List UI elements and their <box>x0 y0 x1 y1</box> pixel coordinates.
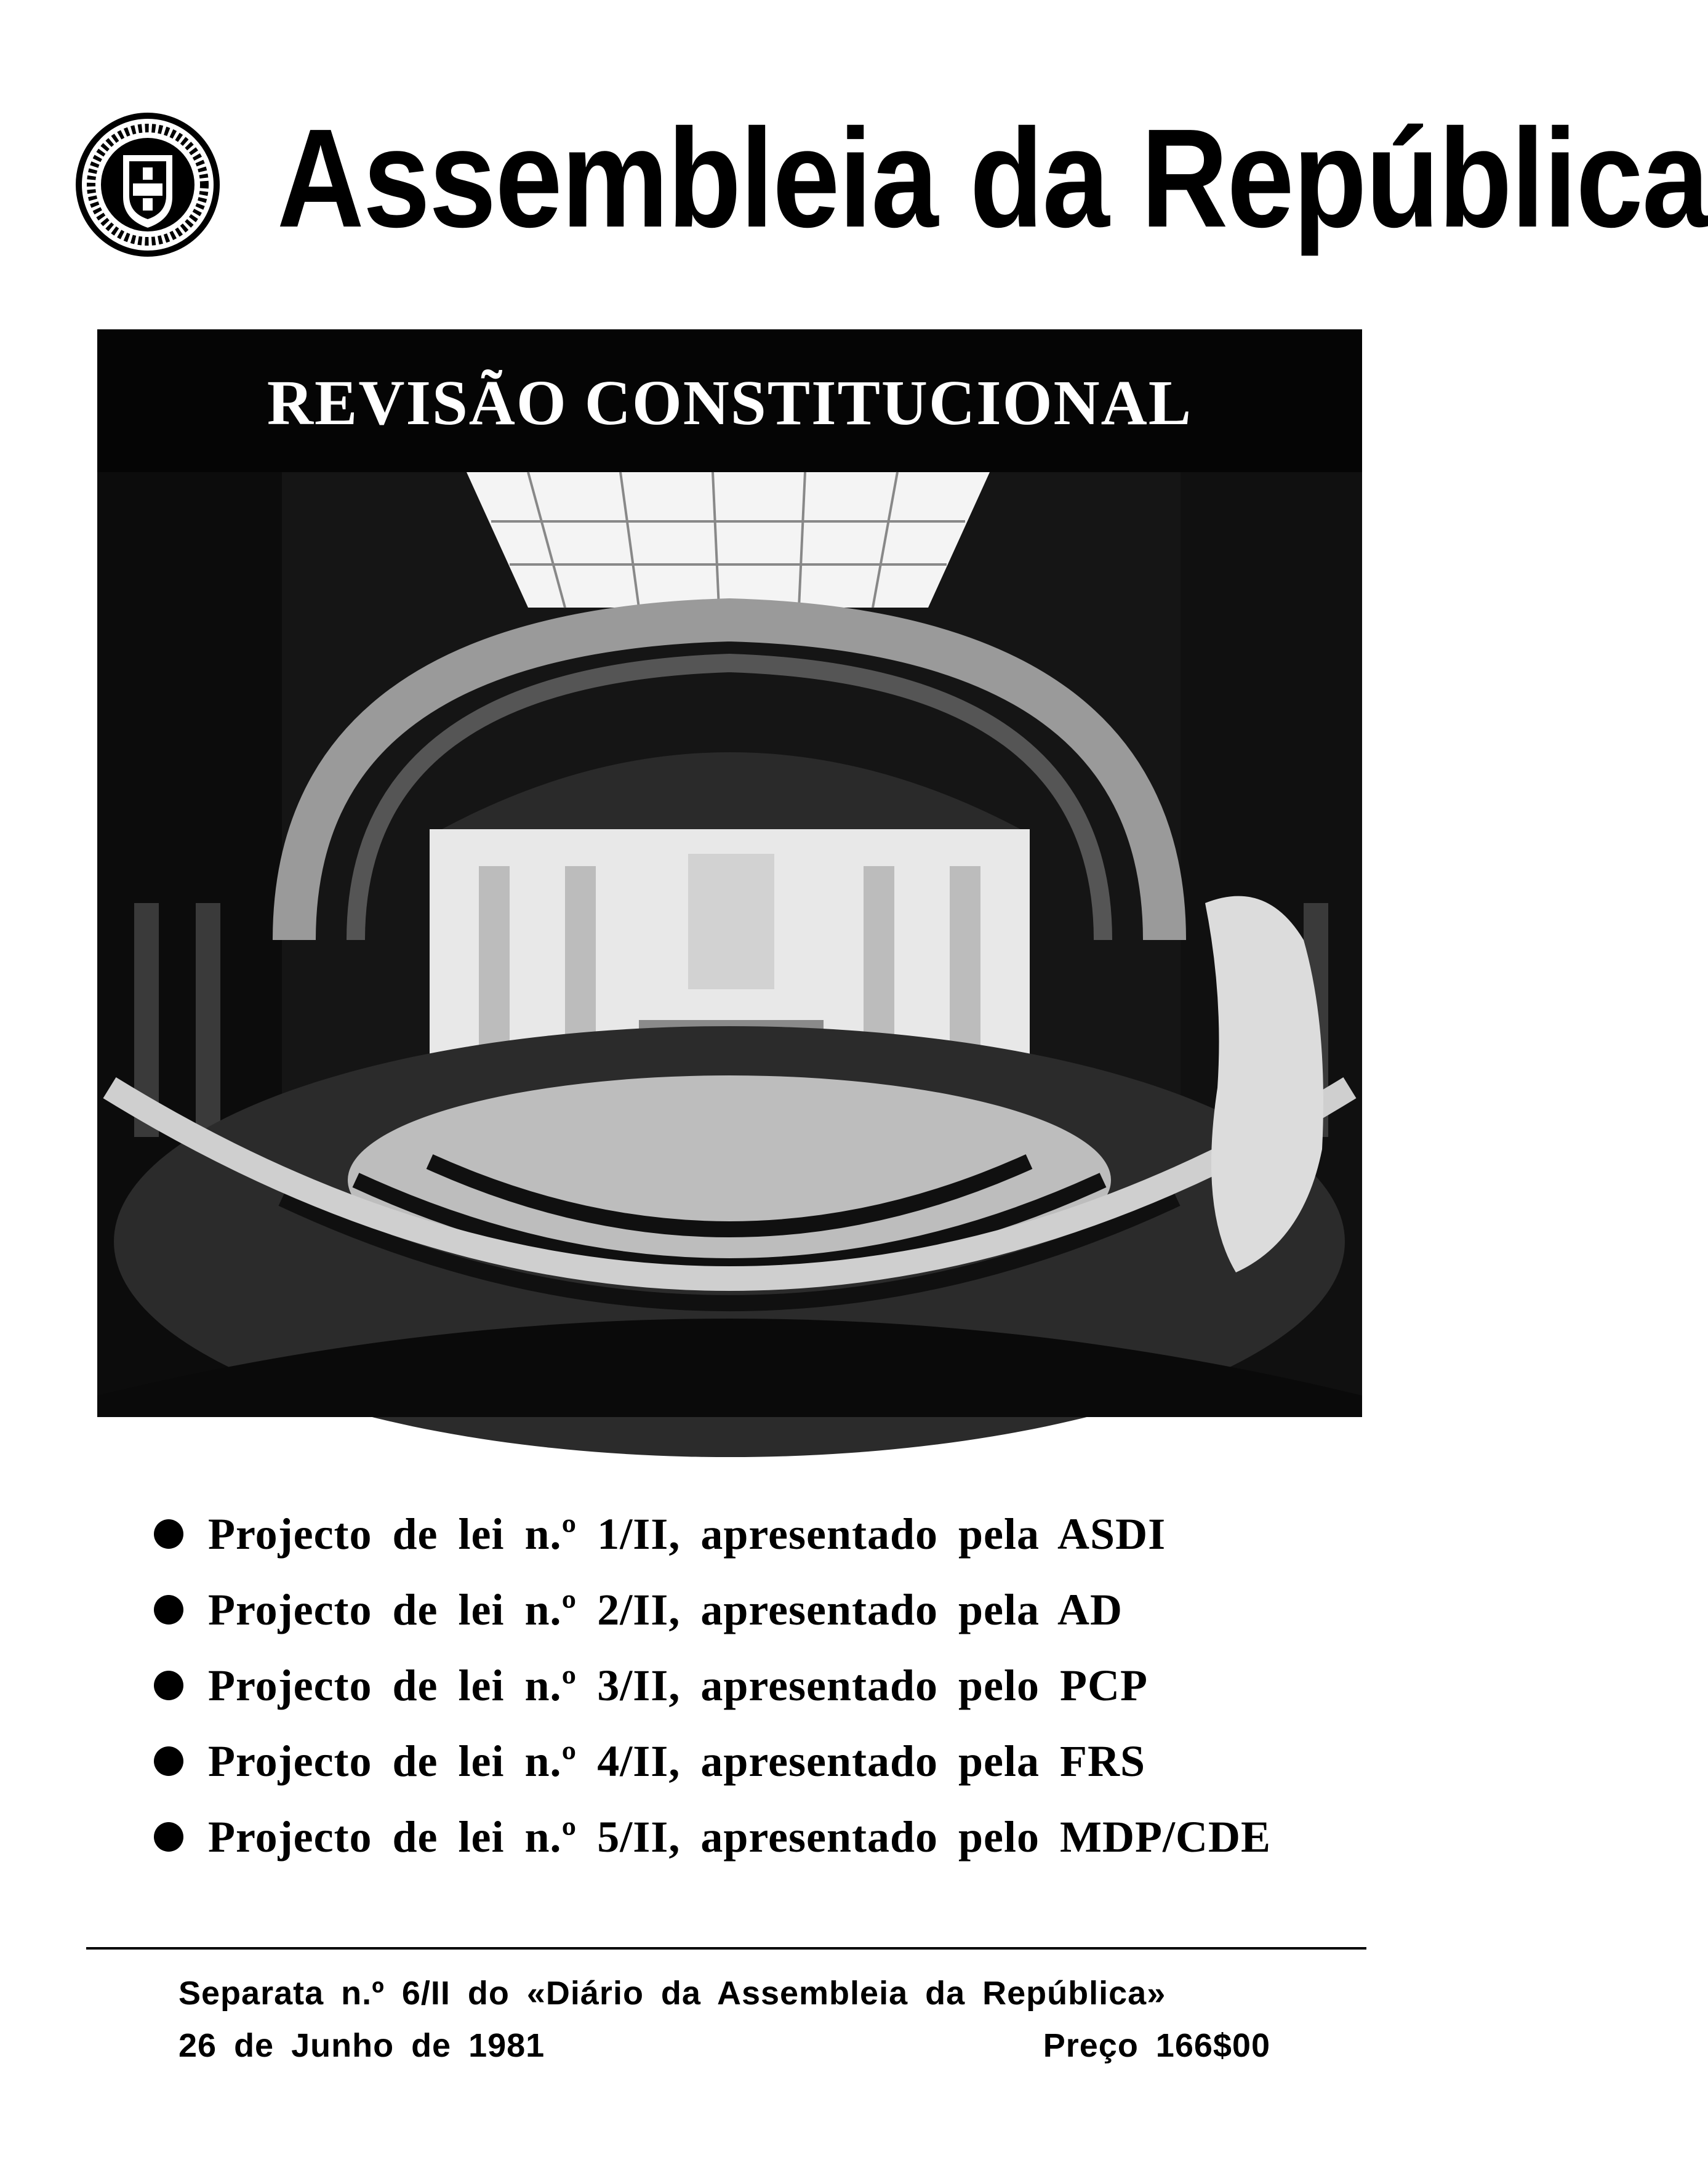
list-item <box>154 1723 1385 1799</box>
bill-text: Projecto de lei n.º 3/II, apresentado pelo PCP <box>208 1660 1148 1710</box>
bills-list <box>154 1496 1385 1874</box>
price: Preço 166$00 <box>1043 2027 1270 2064</box>
list-item <box>154 1647 1385 1723</box>
bill-text: Projecto de lei n.º 1/II, apresentado pela ASDI <box>208 1509 1166 1559</box>
footer-divider <box>86 1947 1366 1950</box>
bullet-icon <box>154 1671 183 1700</box>
publication-info: Separata n.º 6/II do «Diário da Assembleia da República» <box>178 1975 1166 2012</box>
list-item <box>154 1572 1385 1647</box>
bullet-icon <box>154 1519 183 1549</box>
publication-date: 26 de Junho de 1981 <box>178 2027 545 2064</box>
list-item <box>154 1496 1385 1572</box>
list-item <box>154 1799 1385 1874</box>
banner-title: REVISÃO CONSTITUCIONAL <box>267 368 1193 438</box>
banner <box>97 329 1362 472</box>
bullet-icon <box>154 1822 183 1852</box>
bill-text: Projecto de lei n.º 5/II, apresentado pelo MDP/CDE <box>208 1812 1271 1862</box>
masthead-title: Assembleia da República <box>277 100 1708 257</box>
bullet-icon <box>154 1746 183 1776</box>
coat-of-arms-icon <box>74 111 222 259</box>
bill-text: Projecto de lei n.º 4/II, apresentado pela FRS <box>208 1736 1146 1786</box>
bullet-icon <box>154 1595 183 1625</box>
chamber-photo <box>97 472 1362 1417</box>
bill-text: Projecto de lei n.º 2/II, apresentado pela AD <box>208 1585 1123 1634</box>
